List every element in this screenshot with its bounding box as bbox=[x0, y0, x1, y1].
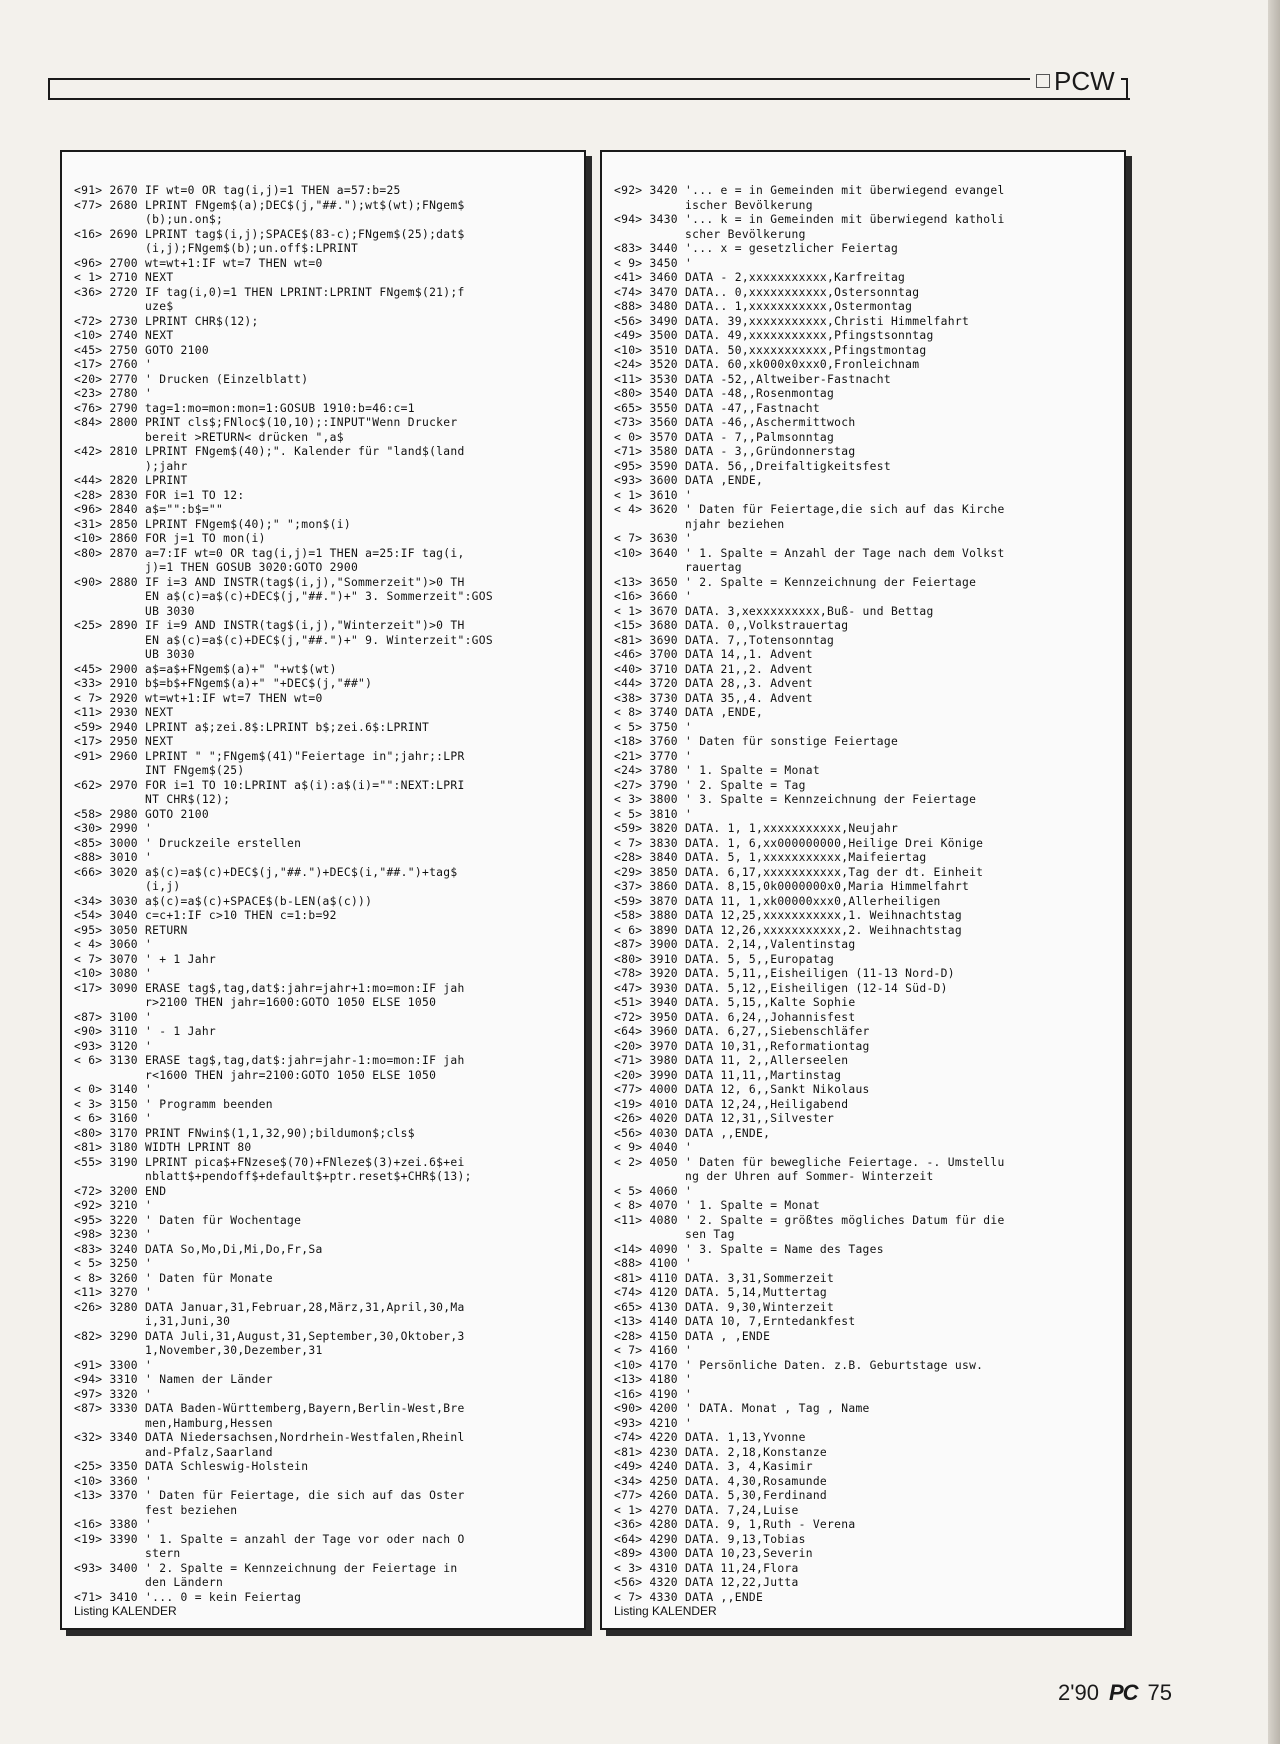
code-line: <20> 2770 ' Drucken (Einzelblatt) bbox=[74, 372, 309, 386]
code-line: <81> 4110 DATA. 3,31,Sommerzeit bbox=[614, 1271, 835, 1285]
code-line: < 5> 4060 ' bbox=[614, 1184, 693, 1198]
code-line: i,31,Juni,30 bbox=[74, 1315, 231, 1328]
code-line: <78> 3920 DATA. 5,11,,Eisheiligen (11-13 Nord-D) bbox=[614, 967, 955, 980]
code-line: <65> 3550 DATA -47,,Fastnacht bbox=[614, 401, 820, 415]
code-line: < 4> 3060 ' bbox=[74, 938, 153, 951]
code-line: <13> 4180 ' bbox=[614, 1373, 693, 1386]
code-line: <34> 3030 a$(c)=a$(c)+SPACE$(b-LEN(a$(c))) bbox=[74, 894, 373, 908]
code-line: <80> 3540 DATA -48,,Rosenmontag bbox=[614, 387, 835, 400]
code-line: <17> 2950 NEXT bbox=[74, 735, 174, 748]
listing-caption-right: Listing KALENDER bbox=[614, 1604, 717, 1618]
code-line: <16> 4190 ' bbox=[614, 1387, 693, 1401]
code-line: NT CHR$(12); bbox=[74, 793, 231, 806]
code-line: <37> 3860 DATA. 8,15,0k0000000x0,Maria Himmelfahrt bbox=[614, 880, 970, 893]
code-line: <10> 2740 NEXT bbox=[74, 329, 174, 342]
code-line: <11> 3270 ' bbox=[74, 1286, 153, 1299]
code-line: <85> 3000 ' Druckzeile erstellen bbox=[74, 836, 302, 850]
code-line: <95> 3050 RETURN bbox=[74, 923, 188, 937]
code-line: <25> 3350 DATA Schleswig-Holstein bbox=[74, 1460, 309, 1473]
code-line: <16> 2690 LPRINT tag$(i,j);SPACE$(83-c);FNgem$(25);dat$ bbox=[74, 227, 465, 241]
code-line: (i,j);FNgem$(b);un.off$:LPRINT bbox=[74, 242, 359, 255]
code-line: < 2> 4050 ' Daten für bewegliche Feiertage. -. Umstellu bbox=[614, 1155, 1005, 1169]
code-line: <80> 3170 PRINT FNwin$(1,1,32,90);bildumon$;cls$ bbox=[74, 1126, 415, 1140]
code-line: <81> 3180 WIDTH LPRINT 80 bbox=[74, 1141, 252, 1154]
code-line: <19> 4010 DATA 12,24,,Heiligabend bbox=[614, 1097, 849, 1111]
code-line: < 5> 3810 ' bbox=[614, 807, 693, 821]
code-line: <74> 4220 DATA. 1,13,Yvonne bbox=[614, 1431, 806, 1444]
code-line: <10> 3080 ' bbox=[74, 967, 153, 980]
code-line: <91> 3300 ' bbox=[74, 1358, 153, 1372]
code-line: < 1> 4270 DATA. 7,24,Luise bbox=[614, 1503, 799, 1517]
code-line: <81> 3690 DATA. 7,,Totensonntag bbox=[614, 633, 835, 647]
code-line: <42> 2810 LPRINT FNgem$(40);". Kalender für "land$(land bbox=[74, 445, 465, 458]
code-line: <10> 2860 FOR j=1 TO mon(i) bbox=[74, 532, 266, 545]
code-line: <10> 3640 ' 1. Spalte = Anzahl der Tage nach dem Volkst bbox=[614, 546, 1005, 560]
code-line: <20> 3970 DATA 10,31,,Reformationtag bbox=[614, 1039, 870, 1053]
code-line: <47> 3930 DATA. 5,12,,Eisheiligen (12-14 Süd-D) bbox=[614, 981, 948, 995]
code-line: <17> 2760 ' bbox=[74, 358, 153, 371]
code-line: <96> 2840 a$="":b$="" bbox=[74, 503, 224, 516]
code-line: <90> 3110 ' - 1 Jahr bbox=[74, 1025, 217, 1038]
code-line: <71> 3980 DATA 11, 2,,Allerseelen bbox=[614, 1054, 849, 1067]
code-line: <41> 3460 DATA - 2,xxxxxxxxxxx,Karfreitag bbox=[614, 271, 906, 284]
page-edge bbox=[1268, 0, 1280, 1744]
code-line: < 6> 3130 ERASE tag$,tag,dat$:jahr=jahr-1:mo=mon:IF jah bbox=[74, 1054, 465, 1067]
code-line: (b);un.on$; bbox=[74, 213, 224, 226]
code-line: <54> 3040 c=c+1:IF c>10 THEN c=1:b=92 bbox=[74, 909, 337, 922]
code-line: <30> 2990 ' bbox=[74, 822, 153, 835]
code-line: <45> 2750 GOTO 2100 bbox=[74, 343, 209, 357]
code-line: sen Tag bbox=[614, 1228, 735, 1241]
code-line: <56> 4030 DATA ,,ENDE, bbox=[614, 1126, 771, 1140]
code-line: <83> 3440 '... x = gesetzlicher Feiertag bbox=[614, 242, 899, 255]
listing-left bbox=[60, 150, 586, 1630]
code-line: scher Bevölkerung bbox=[614, 227, 806, 241]
code-line: <32> 3340 DATA Niedersachsen,Nordrhein-Westfalen,Rheinl bbox=[74, 1431, 465, 1444]
code-line: j)=1 THEN GOSUB 3020:GOTO 2900 bbox=[74, 561, 359, 574]
code-line: <56> 4320 DATA 12,22,Jutta bbox=[614, 1576, 799, 1589]
code-line: <90> 2880 IF i=3 AND INSTR(tag$(i,j),"Sommerzeit")>0 TH bbox=[74, 575, 465, 589]
code-line: nblatt$+pendoff$+default$+ptr.reset$+CHR$(13); bbox=[74, 1170, 472, 1183]
code-line: < 0> 3140 ' bbox=[74, 1083, 153, 1096]
code-line: < 1> 3670 DATA. 3,xexxxxxxxxx,Buß- und Bettag bbox=[614, 604, 934, 618]
code-line: <66> 3020 a$(c)=a$(c)+DEC$(j,"##.")+DEC$(i,"##.")+tag$ bbox=[74, 865, 458, 879]
code-line: < 3> 3800 ' 3. Spalte = Kennzeichnung der Feiertage bbox=[614, 793, 977, 806]
code-line: <40> 3710 DATA 21,,2. Advent bbox=[614, 662, 813, 676]
code-line: <88> 3480 DATA.. 1,xxxxxxxxxxx,Ostermontag bbox=[614, 300, 913, 313]
code-line: <27> 3790 ' 2. Spalte = Tag bbox=[614, 778, 806, 792]
code-line: <87> 3900 DATA. 2,14,,Valentinstag bbox=[614, 938, 856, 951]
code-line: r>2100 THEN jahr=1600:GOTO 1050 ELSE 1050 bbox=[74, 996, 437, 1009]
code-line: < 9> 3450 ' bbox=[614, 256, 693, 270]
code-line: UB 3030 bbox=[74, 604, 195, 618]
code-line: bereit >RETURN< drücken ",a$ bbox=[74, 430, 344, 444]
code-line: < 7> 3830 DATA. 1, 6,xx000000000,Heilige Drei Könige bbox=[614, 836, 984, 850]
code-line: <83> 3240 DATA So,Mo,Di,Mi,Do,Fr,Sa bbox=[74, 1242, 323, 1256]
code-line: <51> 3940 DATA. 5,15,,Kalte Sophie bbox=[614, 996, 856, 1009]
code-line: men,Hamburg,Hessen bbox=[74, 1416, 273, 1430]
code-line: < 8> 3260 ' Daten für Monate bbox=[74, 1271, 273, 1285]
code-line: <13> 4140 DATA 10, 7,Erntedankfest bbox=[614, 1315, 856, 1328]
page-number: 75 bbox=[1147, 1680, 1172, 1705]
code-line: <45> 2900 a$=a$+FNgem$(a)+" "+wt$(wt) bbox=[74, 662, 337, 676]
header-rule bbox=[48, 78, 1128, 100]
code-line: <49> 3500 DATA. 49,xxxxxxxxxxx,Pfingstsonntag bbox=[614, 329, 934, 342]
code-line: <28> 4150 DATA , ,ENDE bbox=[614, 1329, 771, 1343]
code-line: <88> 4100 ' bbox=[614, 1257, 693, 1270]
code-line: <87> 3330 DATA Baden-Württemberg,Bayern,Berlin-West,Bre bbox=[74, 1402, 465, 1415]
code-line: <93> 3400 ' 2. Spalte = Kennzeichnung der Feiertage in bbox=[74, 1561, 458, 1575]
magazine-logo: PC bbox=[1108, 1680, 1138, 1705]
code-line: <20> 3990 DATA 11,11,,Martinstag bbox=[614, 1068, 842, 1082]
code-line: <92> 3210 ' bbox=[74, 1199, 153, 1212]
code-line: <64> 3960 DATA. 6,27,,Siebenschläfer bbox=[614, 1025, 870, 1038]
code-line: <59> 3820 DATA. 1, 1,xxxxxxxxxxx,Neujahr bbox=[614, 822, 899, 835]
code-line: < 7> 4330 DATA ,,ENDE bbox=[614, 1590, 764, 1604]
code-line: <36> 4280 DATA. 9, 1,Ruth - Verena bbox=[614, 1518, 856, 1531]
code-line: <13> 3650 ' 2. Spalte = Kennzeichnung der Feiertage bbox=[614, 575, 977, 589]
code-line: <93> 4210 ' bbox=[614, 1416, 693, 1430]
code-line: <21> 3770 ' bbox=[614, 749, 693, 763]
code-line: INT FNgem$(25) bbox=[74, 764, 245, 777]
code-listing-right bbox=[602, 184, 1124, 1605]
code-line: < 1> 3610 ' bbox=[614, 488, 693, 502]
code-line: r<1600 THEN jahr=2100:GOTO 1050 ELSE 1050 bbox=[74, 1068, 437, 1082]
code-line: <38> 3730 DATA 35,,4. Advent bbox=[614, 691, 813, 705]
listing-caption-left: Listing KALENDER bbox=[74, 1604, 177, 1618]
code-line: <10> 3510 DATA. 50,xxxxxxxxxxx,Pfingstmontag bbox=[614, 343, 927, 357]
code-line: <36> 2720 IF tag(i,0)=1 THEN LPRINT:LPRINT FNgem$(21);f bbox=[74, 285, 465, 299]
code-line: <15> 3680 DATA. 0,,Volkstrauertag bbox=[614, 619, 849, 632]
code-line: <44> 2820 LPRINT bbox=[74, 474, 188, 487]
code-line: <49> 4240 DATA. 3, 4,Kasimir bbox=[614, 1460, 813, 1473]
code-line: <73> 3560 DATA -46,,Aschermittwoch bbox=[614, 416, 856, 429]
code-line: < 7> 3070 ' + 1 Jahr bbox=[74, 952, 217, 966]
code-line: <26> 3280 DATA Januar,31,Februar,28,März,31,April,30,Ma bbox=[74, 1300, 465, 1314]
code-line: <76> 2790 tag=1:mo=mon:mon=1:GOSUB 1910:b=46:c=1 bbox=[74, 401, 415, 415]
code-line: <31> 2850 LPRINT FNgem$(40);" ";mon$(i) bbox=[74, 517, 351, 531]
code-line: <91> 2670 IF wt=0 OR tag(i,j)=1 THEN a=57:b=25 bbox=[74, 184, 401, 197]
code-line: <74> 4120 DATA. 5,14,Muttertag bbox=[614, 1286, 828, 1299]
code-line: fest beziehen bbox=[74, 1503, 238, 1517]
code-line: UB 3030 bbox=[74, 648, 195, 661]
code-line: <46> 3700 DATA 14,,1. Advent bbox=[614, 648, 813, 661]
code-line: <94> 3430 '... k = in Gemeinden mit überwiegend katholi bbox=[614, 213, 1005, 226]
code-line: <89> 4300 DATA 10,23,Severin bbox=[614, 1547, 813, 1560]
code-line: <28> 2830 FOR i=1 TO 12: bbox=[74, 488, 245, 502]
code-line: 1,November,30,Dezember,31 bbox=[74, 1344, 323, 1357]
code-line: <18> 3760 ' Daten für sonstige Feiertage bbox=[614, 735, 899, 748]
code-line: <55> 3190 LPRINT pica$+FNzese$(70)+FNleze$(3)+zei.6$+ei bbox=[74, 1155, 465, 1169]
issue-label: 2'90 bbox=[1058, 1680, 1099, 1705]
code-line: <94> 3310 ' Namen der Länder bbox=[74, 1373, 273, 1386]
code-line: < 0> 3570 DATA - 7,,Palmsonntag bbox=[614, 430, 835, 444]
code-line: < 4> 3620 ' Daten für Feiertage,die sich auf das Kirche bbox=[614, 503, 1005, 516]
code-line: < 7> 2920 wt=wt+1:IF wt=7 THEN wt=0 bbox=[74, 691, 323, 705]
code-line: <59> 2940 LPRINT a$;zei.8$:LPRINT b$;zei.6$:LPRINT bbox=[74, 720, 430, 734]
code-line: <10> 3360 ' bbox=[74, 1474, 153, 1488]
code-line: <81> 4230 DATA. 2,18,Konstanze bbox=[614, 1445, 828, 1459]
code-line: <26> 4020 DATA 12,31,,Silvester bbox=[614, 1112, 835, 1125]
code-line: <28> 3840 DATA. 5, 1,xxxxxxxxxxx,Maifeiertag bbox=[614, 851, 927, 864]
code-line: <84> 2800 PRINT cls$;FNloc$(10,10);:INPUT"Wenn Drucker bbox=[74, 416, 458, 429]
code-line: <19> 3390 ' 1. Spalte = anzahl der Tage vor oder nach O bbox=[74, 1532, 465, 1546]
code-line: <97> 3320 ' bbox=[74, 1387, 153, 1401]
code-line: <96> 2700 wt=wt+1:IF wt=7 THEN wt=0 bbox=[74, 256, 323, 270]
code-line: < 8> 4070 ' 1. Spalte = Monat bbox=[614, 1199, 820, 1212]
code-line: njahr beziehen bbox=[614, 517, 785, 531]
code-line: EN a$(c)=a$(c)+DEC$(j,"##.")+" 3. Sommerzeit":GOS bbox=[74, 590, 493, 603]
code-line: (i,j) bbox=[74, 880, 181, 893]
code-line: <72> 3950 DATA. 6,24,,Johannisfest bbox=[614, 1010, 856, 1024]
code-line: <77> 4000 DATA 12, 6,,Sankt Nikolaus bbox=[614, 1083, 870, 1096]
code-line: <16> 3660 ' bbox=[614, 590, 693, 603]
code-line: <72> 2730 LPRINT CHR$(12); bbox=[74, 314, 259, 328]
code-line: <71> 3580 DATA - 3,,Gründonnerstag bbox=[614, 445, 856, 458]
listing-right bbox=[600, 150, 1126, 1630]
code-line: <77> 2680 LPRINT FNgem$(a);DEC$(j,"##.");wt$(wt);FNgem$ bbox=[74, 198, 465, 212]
code-line: < 8> 3740 DATA ,ENDE, bbox=[614, 706, 764, 719]
code-line: < 5> 3250 ' bbox=[74, 1257, 153, 1270]
code-line: < 6> 3890 DATA 12,26,xxxxxxxxxxx,2. Weihnachtstag bbox=[614, 923, 962, 937]
code-line: <90> 4200 ' DATA. Monat , Tag , Name bbox=[614, 1402, 870, 1415]
code-line: <91> 2960 LPRINT " ";FNgem$(41)"Feiertage in";jahr;:LPR bbox=[74, 749, 465, 763]
section-label: PCW bbox=[1054, 65, 1115, 96]
code-line: <71> 3410 '... 0 = kein Feiertag bbox=[74, 1590, 302, 1604]
code-line: < 7> 3630 ' bbox=[614, 532, 693, 545]
code-line: <16> 3380 ' bbox=[74, 1518, 153, 1531]
page-footer bbox=[1058, 1680, 1172, 1706]
code-line: < 1> 2710 NEXT bbox=[74, 271, 174, 284]
code-line: stern bbox=[74, 1547, 181, 1560]
code-line: <17> 3090 ERASE tag$,tag,dat$:jahr=jahr+1:mo=mon:IF jah bbox=[74, 981, 465, 995]
code-line: <10> 4170 ' Persönliche Daten. z.B. Geburtstage usw. bbox=[614, 1358, 984, 1372]
code-line: <62> 2970 FOR i=1 TO 10:LPRINT a$(i):a$(i)="":NEXT:LPRI bbox=[74, 778, 465, 792]
code-line: <58> 2980 GOTO 2100 bbox=[74, 807, 209, 821]
code-line: <92> 3420 '... e = in Gemeinden mit überwiegend evangel bbox=[614, 184, 1005, 197]
code-line: <59> 3870 DATA 11, 1,xk00000xxx0,Allerheiligen bbox=[614, 894, 941, 908]
code-line: <93> 3120 ' bbox=[74, 1039, 153, 1053]
code-line: <95> 3220 ' Daten für Wochentage bbox=[74, 1213, 302, 1227]
code-line: rauertag bbox=[614, 561, 742, 574]
code-line: <74> 3470 DATA.. 0,xxxxxxxxxxx,Ostersonntag bbox=[614, 285, 920, 299]
code-line: <14> 4090 ' 3. Spalte = Name des Tages bbox=[614, 1242, 884, 1256]
code-line: <82> 3290 DATA Juli,31,August,31,September,30,Oktober,3 bbox=[74, 1329, 465, 1343]
code-line: <87> 3100 ' bbox=[74, 1010, 153, 1024]
code-line: < 9> 4040 ' bbox=[614, 1141, 693, 1154]
code-line: <88> 3010 ' bbox=[74, 851, 153, 864]
code-line: <98> 3230 ' bbox=[74, 1228, 153, 1241]
code-line: <24> 3520 DATA. 60,xk000x0xxx0,Fronleichnam bbox=[614, 358, 920, 371]
code-line: <80> 3910 DATA. 5, 5,,Europatag bbox=[614, 952, 835, 966]
code-line: <33> 2910 b$=b$+FNgem$(a)+" "+DEC$(j,"##") bbox=[74, 677, 373, 690]
code-line: <64> 4290 DATA. 9,13,Tobias bbox=[614, 1532, 806, 1546]
code-line: <72> 3200 END bbox=[74, 1184, 167, 1198]
code-line: < 7> 4160 ' bbox=[614, 1344, 693, 1357]
section-tag bbox=[1030, 66, 1121, 96]
code-line: <25> 2890 IF i=9 AND INSTR(tag$(i,j),"Winterzeit")>0 TH bbox=[74, 619, 465, 632]
code-line: );jahr bbox=[74, 459, 188, 473]
code-line: ischer Bevölkerung bbox=[614, 198, 813, 212]
code-line: and-Pfalz,Saarland bbox=[74, 1445, 273, 1459]
code-line: <77> 4260 DATA. 5,30,Ferdinand bbox=[614, 1489, 828, 1502]
code-line: <23> 2780 ' bbox=[74, 387, 153, 400]
code-line: <58> 3880 DATA 12,25,xxxxxxxxxxx,1. Weihnachtstag bbox=[614, 909, 962, 922]
code-line: <29> 3850 DATA. 6,17,xxxxxxxxxxx,Tag der dt. Einheit bbox=[614, 865, 984, 879]
code-line: <80> 2870 a=7:IF wt=0 OR tag(i,j)=1 THEN a=25:IF tag(i, bbox=[74, 546, 465, 560]
code-listing-left bbox=[62, 184, 584, 1605]
code-line: <95> 3590 DATA. 56,,Dreifaltigkeitsfest bbox=[614, 459, 891, 473]
section-tag-mark-icon bbox=[1036, 74, 1050, 88]
code-line: EN a$(c)=a$(c)+DEC$(j,"##.")+" 9. Winterzeit":GOS bbox=[74, 633, 493, 647]
code-line: <13> 3370 ' Daten für Feiertage, die sich auf das Oster bbox=[74, 1489, 465, 1502]
code-line: <34> 4250 DATA. 4,30,Rosamunde bbox=[614, 1474, 828, 1488]
code-line: den Ländern bbox=[74, 1576, 224, 1589]
code-line: < 3> 3150 ' Programm beenden bbox=[74, 1097, 273, 1111]
code-line: < 5> 3750 ' bbox=[614, 720, 693, 734]
code-line: uze$ bbox=[74, 300, 174, 313]
code-line: <11> 4080 ' 2. Spalte = größtes mögliches Datum für die bbox=[614, 1213, 1005, 1227]
code-line: <44> 3720 DATA 28,,3. Advent bbox=[614, 677, 813, 690]
code-line: <11> 3530 DATA -52,,Altweiber-Fastnacht bbox=[614, 372, 891, 386]
code-line: ng der Uhren auf Sommer- Winterzeit bbox=[614, 1170, 934, 1183]
code-line: <65> 4130 DATA. 9,30,Winterzeit bbox=[614, 1300, 835, 1314]
code-line: < 3> 4310 DATA 11,24,Flora bbox=[614, 1561, 799, 1575]
code-line: <93> 3600 DATA ,ENDE, bbox=[614, 474, 764, 487]
code-line: <24> 3780 ' 1. Spalte = Monat bbox=[614, 764, 820, 777]
code-line: <11> 2930 NEXT bbox=[74, 706, 174, 719]
code-line: <56> 3490 DATA. 39,xxxxxxxxxxx,Christi Himmelfahrt bbox=[614, 314, 970, 328]
code-line: < 6> 3160 ' bbox=[74, 1112, 153, 1125]
